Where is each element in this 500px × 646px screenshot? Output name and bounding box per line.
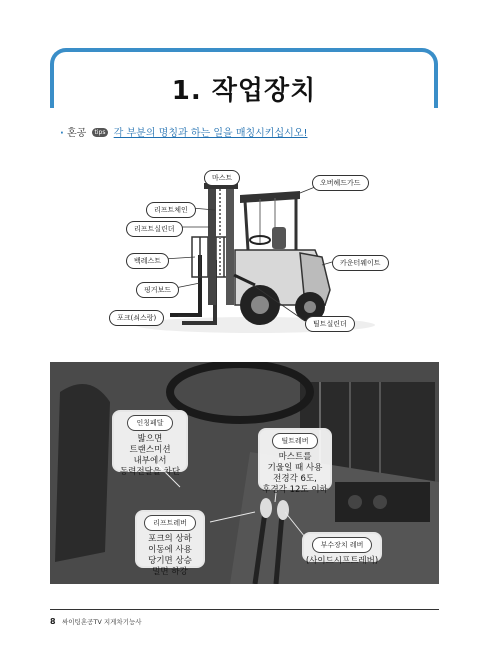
callout-line: 당기면 상승 (148, 556, 192, 566)
callout-tilt-lever (258, 428, 332, 495)
title-frame (50, 48, 438, 108)
label-overhead-guard: 오버헤드가드 (312, 175, 369, 191)
callout-line: 밀면 하강 (152, 567, 188, 577)
page-number: 8 (50, 617, 56, 626)
callout-aux-lever-title: 부수장치 레버 (312, 537, 373, 553)
label-finger-board: 핑거보드 (136, 282, 179, 298)
callout-line: 트랜스미션 (129, 445, 171, 455)
label-tilt-cylinder: 틸트실린더 (305, 316, 355, 332)
label-mast: 마스트 (204, 170, 240, 186)
tips-badge: tips (92, 128, 109, 137)
callout-aux-lever (302, 532, 382, 566)
callout-line: 밟으면 (137, 434, 163, 444)
callout-line: (사이드시프트레버) (305, 556, 379, 566)
brand-label: 혼공 (67, 128, 87, 139)
callout-inching-pedal-body (114, 434, 186, 478)
label-lift-chain: 리프트체인 (146, 202, 196, 218)
bullet: · (60, 128, 64, 139)
cab-photo (50, 362, 439, 584)
instruction-question: 각 부분의 명칭과 하는 일을 매칭시키십시오! (113, 128, 308, 139)
page-title: 1. 작업장치 (171, 76, 317, 106)
forklift-diagram (100, 165, 400, 345)
callout-line: 내부에서 (133, 456, 167, 466)
label-fork: 포크(쇠스랑) (109, 310, 164, 326)
callout-line: 전경각 6도, (273, 474, 317, 484)
callout-line: 후경각 12도 이하 (262, 485, 328, 495)
label-lift-cylinder: 리프트실린더 (126, 221, 183, 237)
callout-tilt-lever-body (260, 452, 330, 496)
callout-tilt-lever-title: 틸트레버 (272, 433, 317, 449)
callout-line: 기울일 때 사용 (267, 463, 323, 473)
callout-inching-pedal (112, 410, 188, 477)
label-counterweight: 카운터웨이트 (332, 255, 389, 271)
footer-title: 싸이팅혼공TV 지게차기능사 (62, 618, 142, 626)
callout-lift-lever (135, 510, 205, 577)
callout-line: 포크의 상하 (148, 534, 192, 544)
callout-inching-pedal-title: 인칭페달 (127, 415, 172, 431)
callout-line: 동력전달을 차단 (119, 467, 181, 477)
callout-lift-lever-title: 리프트레버 (144, 515, 196, 531)
footer-rule (50, 609, 439, 610)
instruction-line (60, 124, 307, 139)
label-backrest: 백레스트 (126, 253, 169, 269)
callout-line: 마스트를 (278, 452, 312, 462)
callout-lift-lever-body (137, 534, 203, 578)
callout-line: 이동에 사용 (148, 545, 192, 555)
callout-aux-lever-body (304, 556, 380, 567)
